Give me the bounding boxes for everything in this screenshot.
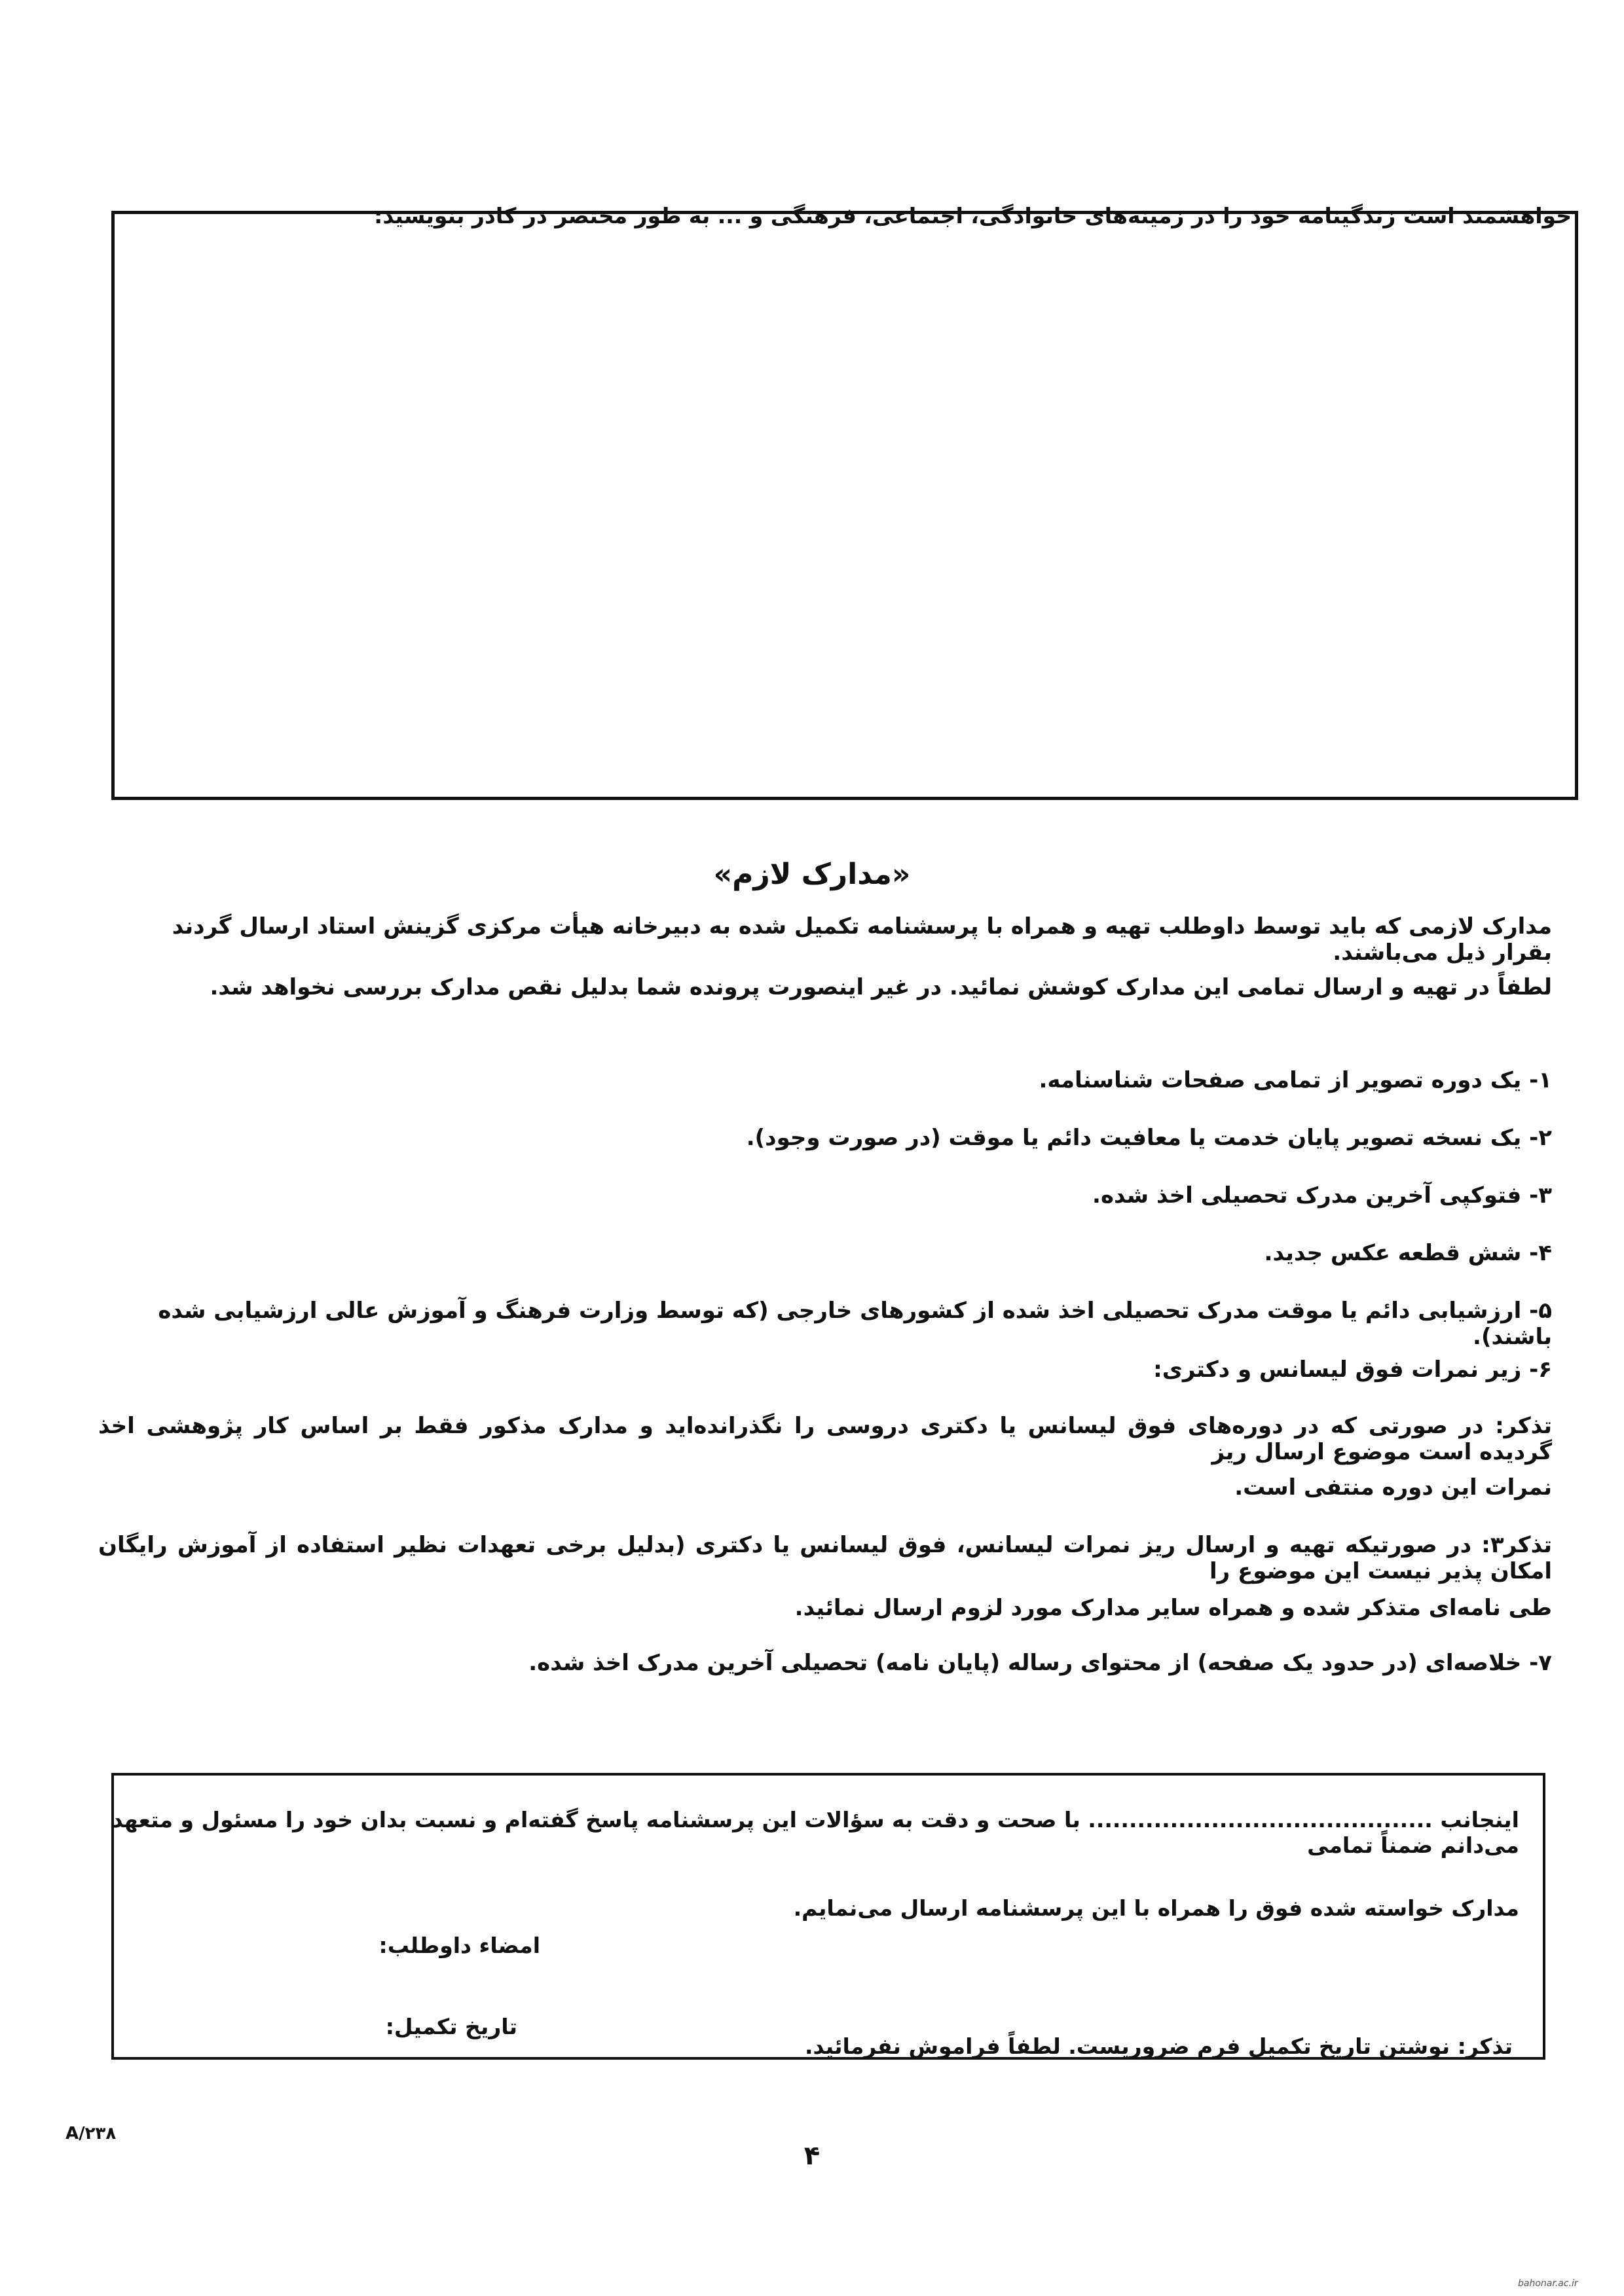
document-item-1: ۱- یک دوره تصویر از تمامی صفحات شناسنامه.	[1039, 1067, 1552, 1093]
document-item-7: ۷- خلاصه‌ای (در حدود یک صفحه) از محتوای رساله (پایان نامه) تحصیلی آخرین مدرک اخذ شده.	[528, 1650, 1552, 1676]
note-2-line-1: تذکر۳: در صورتیکه تهیه و ارسال ریز نمرات لیسانس، فوق لیسانس یا دکتری (بدلیل برخی تعهدات نظیر استفاده از آموزش رایگان امکان پذیر نیست این موضوع را	[98, 1532, 1552, 1584]
document-item-6: ۶- زیر نمرات فوق لیسانس و دکتری:	[1153, 1357, 1552, 1383]
declaration-line-2: مدارک خواسته شده فوق را همراه با این پرسشنامه ارسال می‌نمایم.	[793, 1895, 1519, 1921]
signature-label: امضاء داوطلب:	[378, 1933, 540, 1958]
declaration-start: اینجانب	[1440, 1807, 1519, 1832]
document-item-3: ۳- فتوکپی آخرین مدرک تحصیلی اخذ شده.	[1092, 1182, 1552, 1209]
note-1-line-1: تذکر: در صورتی که در دوره‌های فوق لیسانس یا دکتری دروسی را نگذرانده‌اید و مدارک مذکور فقط بر اساس کار پژوهشی اخذ گردیده است موضوع ارسال ریز	[98, 1413, 1552, 1465]
documents-intro-1: مدارک لازمی که باید توسط داوطلب تهیه و همراه با پرسشنامه تکمیل شده به دبیرخانه هیأت مرکزی گزینش استاد ارسال گردند بقرار ذیل می‌باشند.	[172, 913, 1552, 966]
declaration-note: تذکر: نوشتن تاریخ تکمیل فرم ضروریست. لطفاً فراموش نفرمائید.	[805, 2033, 1513, 2059]
document-item-4: ۴- شش قطعه عکس جدید.	[1264, 1240, 1552, 1266]
documents-heading: «مدارک لازم»	[713, 858, 911, 891]
footer-logo: bahonar.ac.ir	[1518, 2278, 1578, 2289]
document-item-2: ۲- یک نسخه تصویر پایان خدمت یا معافیت دائم یا موقت (در صورت وجود).	[746, 1125, 1552, 1151]
note-1-line-2: نمرات این دوره منتفی است.	[1234, 1474, 1552, 1501]
biography-box[interactable]	[111, 211, 1578, 800]
document-item-5: ۵- ارزشیابی دائم یا موقت مدرک تحصیلی اخذ شده از کشورهای خارجی (که توسط وزارت فرهنگ و آموزش عالی ارزشیابی شده باشند).	[158, 1298, 1552, 1350]
bio-instruction: خواهشمند است زندگینامه خود را در زمینه‌های خانوادگی، اجتماعی، فرهنگی و ... به طور مختصر در کادر بنویسید:	[374, 203, 1572, 228]
declaration-rest: با صحت و دقت به سؤالات این پرسشنامه پاسخ گفته‌ام و نسبت بدان خود را مسئول و متعهد می‌دانم ضمناً تمامی	[111, 1807, 1519, 1858]
declaration-line-1	[105, 1807, 1519, 1858]
page-number: ۴	[803, 2141, 821, 2171]
candidate-name-field[interactable]: ..........................................	[1088, 1807, 1433, 1832]
completion-date-label: تاریخ تکمیل:	[385, 2014, 517, 2039]
note-2-line-2: طی نامه‌ای متذکر شده و همراه سایر مدارک مورد لزوم ارسال نمائید.	[794, 1595, 1552, 1621]
form-code: A/۲۳۸	[65, 2124, 117, 2143]
documents-intro-2: لطفاً در تهیه و ارسال تمامی این مدارک کوشش نمائید. در غیر اینصورت پرونده شما بدلیل نقص مدارک بررسی نخواهد شد.	[210, 974, 1552, 1000]
